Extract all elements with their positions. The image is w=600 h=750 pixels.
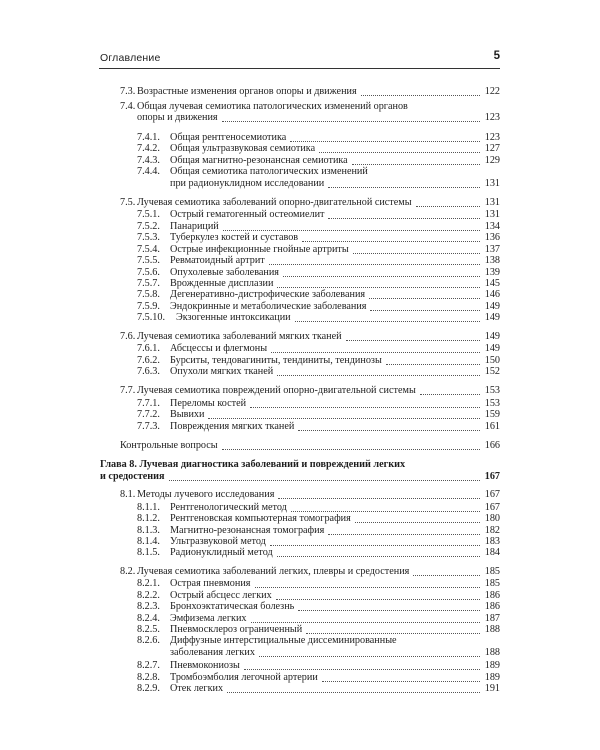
toc-entry-title: Острые инфекционные гнойные артриты [170,244,349,255]
dot-leader [361,85,480,99]
toc-entry-page: 131 [484,209,500,220]
toc-entry [100,365,500,379]
toc-entry-number: 7.5.8. [137,289,160,300]
dot-leader [222,439,480,453]
toc-entry-page: 189 [484,672,500,683]
toc-entry-number: 7.6.3. [137,366,160,377]
toc-entry-number: 7.7.2. [137,409,160,420]
toc-entry-title: Ревматоидный артрит [170,255,265,266]
toc-entry-page: 185 [484,578,500,589]
toc-entry-page: 167 [484,502,500,513]
toc-entry-number: 7.3. [120,86,136,97]
toc-entry-title: Абсцессы и флегмоны [170,343,268,354]
header-title: Оглавление [100,52,161,64]
dot-leader [298,420,480,434]
toc-entry [100,682,500,696]
toc-entry-number: 7.7.3. [137,421,160,432]
toc-entry-number: 7.7.1. [137,398,160,409]
toc-entry-number: 8.2.1. [137,578,160,589]
toc-entry-page: 187 [484,613,500,624]
toc-entry-page: 186 [484,590,500,601]
toc-entry-title: Пневмокониозы [170,660,240,671]
toc-entry-title: Эмфизема легких [170,613,247,624]
toc-entry-page: 129 [484,155,500,166]
toc-entry-title: Острая пневмония [170,578,251,589]
dot-leader [277,546,480,560]
toc-entry-page: 136 [484,232,500,243]
dot-leader [328,177,480,191]
toc-entry-number: 7.6.2. [137,355,160,366]
toc-entry-number: 8.1. [120,489,136,500]
toc-entry-page: 149 [484,331,500,342]
toc-entry-number: 7.5.2. [137,221,160,232]
toc-entry-page: 127 [484,143,500,154]
toc-entry-number: 8.2.5. [137,624,160,635]
toc-entry-page: 188 [484,647,500,658]
toc-entry-title: Общая ультразвуковая семиотика [170,143,316,154]
toc-entry-page: 161 [484,421,500,432]
toc-entry-title: опоры и движения [137,112,218,123]
toc-entry-title: Ультразвуковой метод [170,536,266,547]
dot-leader [259,646,480,660]
toc-entry-page: 152 [484,366,500,377]
page-number: 5 [493,50,500,62]
toc-entry-page: 153 [484,398,500,409]
toc-entry-title: Вывихи [170,409,205,420]
toc-entry-number: 8.2.6. [137,635,160,646]
toc-entry-title: Лучевая семиотика заболеваний опорно-двигательной системы [137,197,412,208]
toc-entry-title: Общая рентгеносемиотика [170,132,287,143]
toc-entry-page: 131 [484,197,500,208]
page-header [100,50,500,68]
toc-entry-title: Возрастные изменения органов опоры и движения [137,86,357,97]
toc-entry-number: 8.2. [120,566,136,577]
toc-entry-title: Туберкулез костей и суставов [170,232,299,243]
toc-entry [100,311,500,325]
toc-entry-title: Методы лучевого исследования [137,489,275,500]
toc-entry [100,488,500,502]
toc-entry-title: Диффузные интерстициальные диссеминированные [170,635,397,646]
toc-entry-title: Магнитно-резонансная томография [170,525,325,536]
toc-entry-title: Лучевая семиотика заболеваний легких, плевры и средостения [137,566,410,577]
toc-entry-number: 8.2.7. [137,660,160,671]
toc-entry-title: Рентгенологический метод [170,502,287,513]
toc-entry-number: 7.5.4. [137,244,160,255]
toc-entry-title: Пневмосклероз ограниченный [170,624,303,635]
toc-entry-page: 134 [484,221,500,232]
toc-entry-page: 122 [484,86,500,97]
toc-entry-page: 166 [484,440,500,451]
toc-entry-number: 7.5.5. [137,255,160,266]
toc-entry-title: Общая семиотика патологических изменений [170,166,368,177]
toc-entry-number: 7.4.2. [137,143,160,154]
toc-entry-page: 150 [484,355,500,366]
toc-entry-page: 149 [484,343,500,354]
toc-entry-title: Отек легких [170,683,224,694]
toc-entry-title: Лучевая семиотика повреждений опорно-двигательной системы [137,385,416,396]
toc-entry-number: 7.5.10. [137,312,166,323]
toc-entry-title: заболевания легких [170,647,255,658]
toc-entry [100,646,500,660]
toc-entry-page: 183 [484,536,500,547]
toc-entry-title: Врожденные дисплазии [170,278,274,289]
toc-entry-number: 7.4.4. [137,166,160,177]
toc-entry-number: 8.1.5. [137,547,160,558]
toc-entry-page: 184 [484,547,500,558]
toc-entry-title: Опухолевые заболевания [170,267,279,278]
toc-entry-title: Контрольные вопросы [120,440,218,451]
toc-entry-title: Панариций [170,221,219,232]
toc-entry-title: Переломы костей [170,398,247,409]
toc-entry-number: 8.2.4. [137,613,160,624]
toc-entry-title: Общая магнитно-резонансная семиотика [170,155,348,166]
toc-entry-title: Экзогенные интоксикации [176,312,291,323]
dot-leader [169,470,480,484]
toc-entry-title: Тромбоэмболия легочной артерии [170,672,318,683]
dot-leader [420,384,480,398]
toc-entry-number: 7.6. [120,331,136,342]
toc-entry-number: 7.5.1. [137,209,160,220]
toc-entry-page: 188 [484,624,500,635]
toc-entry-page: 159 [484,409,500,420]
toc-entry-page: 185 [484,566,500,577]
toc-entry-page: 145 [484,278,500,289]
toc-entry [100,470,500,484]
header-rule [99,68,500,69]
dot-leader [227,682,480,696]
toc-entry-title: Острый гематогенный остеомиелит [170,209,325,220]
toc-entry-page: 138 [484,255,500,266]
toc-entry [100,439,500,453]
toc-entry-number: 8.2.8. [137,672,160,683]
toc-entry-page: 153 [484,385,500,396]
toc-entry-title: Опухоли мягких тканей [170,366,274,377]
toc-entry-title: Острый абсцесс легких [170,590,272,601]
toc-entry [100,111,500,125]
toc-entry [100,546,500,560]
toc-entry-title: Дегенеративно-дистрофические заболевания [170,289,366,300]
toc-entry-number: 7.6.1. [137,343,160,354]
toc-entry [100,85,500,99]
toc-entry [100,177,500,191]
toc-entry-number: 8.2.3. [137,601,160,612]
toc-entry-title: Повреждения мягких тканей [170,421,295,432]
toc-entry-title: Эндокринные и метаболические заболевания [170,301,367,312]
toc-entry-number: 8.2.9. [137,683,160,694]
toc-entry-page: 182 [484,525,500,536]
toc-entry-page: 167 [484,471,500,482]
toc-entry-number: 7.4.3. [137,155,160,166]
toc-entry-page: 146 [484,289,500,300]
toc-entry-title: Общая лучевая семиотика патологических изменений органов [137,101,408,112]
toc-entry [100,420,500,434]
toc-entry [100,384,500,398]
dot-leader [277,365,480,379]
toc-entry-number: 7.5.9. [137,301,160,312]
toc-entry-title: Бронхоэктатическая болезнь [170,601,295,612]
toc-entry-number: 7.5. [120,197,136,208]
toc-entry-number: 8.1.2. [137,513,160,524]
dot-leader [278,488,480,502]
toc-entry-number: 8.2.2. [137,590,160,601]
toc-entry-page: 191 [484,683,500,694]
toc-entry-page: 139 [484,267,500,278]
toc-entry-title: Глава 8. Лучевая диагностика заболеваний и повреждений легких [100,459,406,470]
dot-leader [295,311,480,325]
toc-entry-number: 8.1.4. [137,536,160,547]
toc-entry-title: Лучевая семиотика заболеваний мягких тканей [137,331,342,342]
toc-entry-page: 131 [484,178,500,189]
dot-leader [222,111,480,125]
toc-entry-number: 7.7. [120,385,136,396]
toc-entry-number: 7.5.3. [137,232,160,243]
toc-entry-page: 189 [484,660,500,671]
toc-entry-title: и средостения [100,471,165,482]
toc-entry-number: 7.5.6. [137,267,160,278]
toc-entry-number: 8.1.3. [137,525,160,536]
toc-entry-page: 167 [484,489,500,500]
toc-entry-title: при радионуклидном исследовании [170,178,325,189]
toc-entry-page: 149 [484,312,500,323]
toc-entry-title: Радионуклидный метод [170,547,273,558]
toc-entry-number: 7.4. [120,101,136,112]
toc-entry-number: 8.1.1. [137,502,160,513]
toc-entry-page: 137 [484,244,500,255]
toc-entry-page: 123 [484,132,500,143]
toc-entry-number: 7.5.7. [137,278,160,289]
toc-entry-page: 186 [484,601,500,612]
toc-entry-page: 149 [484,301,500,312]
toc-entry-page: 123 [484,112,500,123]
toc-entry-title: Бурситы, тендовагиниты, тендиниты, тендинозы [170,355,382,366]
toc-entry-number: 7.4.1. [137,132,160,143]
toc-entry-page: 180 [484,513,500,524]
toc-entry-title: Рентгеновская компьютерная томография [170,513,351,524]
